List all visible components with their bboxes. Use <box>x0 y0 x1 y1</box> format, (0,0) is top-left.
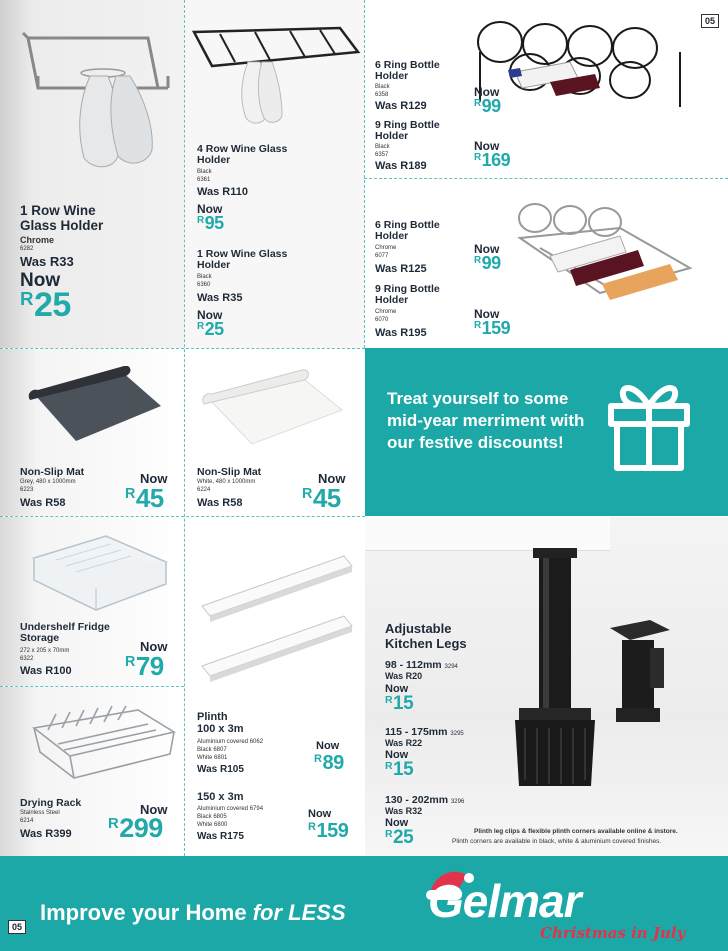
product-name: Holder <box>375 130 409 142</box>
product-code: 6358 <box>375 92 389 98</box>
plinth-clip-image <box>600 618 680 728</box>
plinth-image <box>194 548 359 688</box>
variant-size: 98 - 112mm 3294 <box>385 659 458 671</box>
now-label: Now <box>474 242 500 256</box>
sale-price: $^R$89 <box>314 752 344 774</box>
product-name: Holder <box>197 154 231 166</box>
was-price: Was R22 <box>385 738 423 748</box>
mat-white-image <box>200 368 348 448</box>
product-spec: Black 6805 <box>197 814 227 820</box>
product-name: Non-Slip Mat <box>197 466 262 478</box>
product-name: Holder <box>375 230 409 242</box>
product-code: 6360 <box>197 282 211 288</box>
page-number: 05 <box>701 14 719 28</box>
product-name: 9 Ring Bottle <box>375 119 440 131</box>
sale-price: $^R$45 <box>302 483 341 513</box>
product-finish: Chrome <box>375 245 397 251</box>
product-code: 6361 <box>197 177 211 183</box>
product-name: Storage <box>20 632 60 644</box>
product-name: 1 Row Wine <box>20 203 96 218</box>
now-label: Now <box>474 85 500 99</box>
product-code: 6282 <box>20 246 34 252</box>
product-spec: 272 x 205 x 70mm <box>20 648 70 654</box>
product-name: 9 Ring Bottle <box>375 283 440 295</box>
footer-tagline: Improve your Home for LESS <box>40 900 346 925</box>
product-name: Drying Rack <box>20 797 82 809</box>
product-finish: Black <box>375 144 390 150</box>
kitchen-leg-image <box>505 548 605 788</box>
mat-grey-image <box>26 366 166 446</box>
sale-price: $^R$45 <box>125 483 164 513</box>
product-spec: Black 6807 <box>197 747 227 753</box>
sale-price: $^R$15 <box>385 693 414 714</box>
sale-price: $^R$169 <box>474 150 511 170</box>
was-price: Was R58 <box>197 497 243 509</box>
now-label: Now <box>474 307 500 321</box>
product-name: Holder <box>375 294 409 306</box>
now-label: Now <box>474 139 500 153</box>
now-label: Now <box>140 639 168 654</box>
product-spec: Grey, 480 x 1000mm <box>20 479 76 485</box>
product-spec: Aluminium covered 6794 <box>197 806 264 812</box>
was-price: Was R175 <box>197 831 244 842</box>
four-row-glass-holder-image <box>190 22 362 142</box>
plinth-note: Plinth leg clips & flexible plinth corners available online & instore. <box>474 828 678 835</box>
now-label: Now <box>385 683 409 695</box>
product-spec: White 6800 <box>197 822 228 828</box>
now-label: Now <box>197 202 223 216</box>
sale-price: $^R$15 <box>385 759 414 780</box>
product-name: Kitchen Legs <box>385 636 467 651</box>
sale-price: $^R$99 <box>474 253 501 273</box>
product-finish: Black <box>375 84 390 90</box>
product-finish: Black <box>197 169 212 175</box>
product-name: Glass Holder <box>20 218 104 233</box>
product-name: 100 x 3m <box>197 723 244 735</box>
sale-price: $^R$25 <box>20 286 71 324</box>
sale-price: $^R$299 <box>108 813 163 843</box>
product-finish: Chrome <box>375 309 397 315</box>
was-price: Was R105 <box>197 764 244 775</box>
footer-banner <box>0 856 728 951</box>
product-code: 6357 <box>375 152 389 158</box>
product-code: 6322 <box>20 656 34 662</box>
product-code: 6214 <box>20 818 34 824</box>
now-label: Now <box>318 471 346 486</box>
now-label: Now <box>140 802 168 817</box>
product-name: Plinth <box>197 711 228 723</box>
product-name: 6 Ring Bottle <box>375 219 440 231</box>
wine-glass-holder-chrome-image <box>18 28 178 178</box>
was-price: Was R399 <box>20 828 72 840</box>
variant-size: 130 - 202mm 3296 <box>385 794 465 806</box>
sale-price: $^R$79 <box>125 651 164 681</box>
product-name: 6 Ring Bottle <box>375 59 440 71</box>
sale-price: $^R$99 <box>474 96 501 116</box>
now-label: Now <box>308 808 332 820</box>
product-name: 4 Row Wine Glass <box>197 143 288 155</box>
sale-price: $^R$95 <box>197 213 224 233</box>
plinth-note: Plinth corners are available in black, white & aluminium covered finishes. <box>452 838 662 845</box>
product-name: 1 Row Wine Glass <box>197 248 288 260</box>
bottle-holder-chrome-image <box>510 198 700 308</box>
variant-size: 115 - 175mm 3295 <box>385 726 464 738</box>
product-name: 150 x 3m <box>197 791 244 803</box>
sale-price: $^R$159 <box>308 820 349 842</box>
was-price: Was R35 <box>197 292 243 304</box>
product-spec: White 6801 <box>197 755 228 761</box>
was-price: Was R33 <box>20 254 74 269</box>
now-label: Now <box>385 749 409 761</box>
was-price: Was R58 <box>20 497 66 509</box>
promo-banner <box>365 348 728 516</box>
product-finish: Black <box>197 274 212 280</box>
fridge-storage-image <box>26 528 171 618</box>
divider <box>364 178 728 179</box>
was-price: Was R100 <box>20 665 72 677</box>
product-code: 6223 <box>20 487 34 493</box>
was-price: Was R32 <box>385 806 423 816</box>
was-price: Was R125 <box>375 263 427 275</box>
was-price: Was R110 <box>197 186 248 198</box>
now-label: Now <box>140 471 168 486</box>
sale-price: $^R$25 <box>197 319 224 339</box>
product-code: 6070 <box>375 317 389 323</box>
promo-text: Treat yourself to some mid-year merriment with our festive discounts! <box>387 389 585 453</box>
brand-subtitle: Christmas in July <box>540 924 686 942</box>
page-number: 05 <box>8 920 26 934</box>
now-label: Now <box>385 817 409 829</box>
product-spec: Aluminium covered 6062 <box>197 739 264 745</box>
divider <box>184 0 185 856</box>
sale-price: $^R$159 <box>474 318 511 338</box>
bottle-holder-black-image <box>470 12 690 112</box>
brand-logo: Gelmar <box>428 875 581 927</box>
product-spec: Stainless Steel <box>20 810 60 816</box>
was-price: Was R195 <box>375 327 427 339</box>
divider <box>364 0 365 348</box>
now-label: Now <box>20 270 61 291</box>
product-name: Holder <box>197 259 231 271</box>
was-price: Was R20 <box>385 671 423 681</box>
gift-icon <box>603 376 695 474</box>
product-name: Adjustable <box>385 621 452 636</box>
was-price: Was R129 <box>375 100 427 112</box>
was-price: Was R189 <box>375 160 427 172</box>
product-finish: Chrome <box>20 235 55 245</box>
product-name: Undershelf Fridge <box>20 621 110 633</box>
product-code: 6224 <box>197 487 211 493</box>
product-spec: White, 480 x 1000mm <box>197 479 256 485</box>
sale-price: $^R$25 <box>385 827 414 848</box>
cabinet-base <box>365 517 610 551</box>
product-code: 6077 <box>375 253 389 259</box>
product-name: Holder <box>375 70 409 82</box>
now-label: Now <box>316 740 340 752</box>
drying-rack-image <box>28 702 178 784</box>
now-label: Now <box>197 308 223 322</box>
product-name: Non-Slip Mat <box>20 466 85 478</box>
